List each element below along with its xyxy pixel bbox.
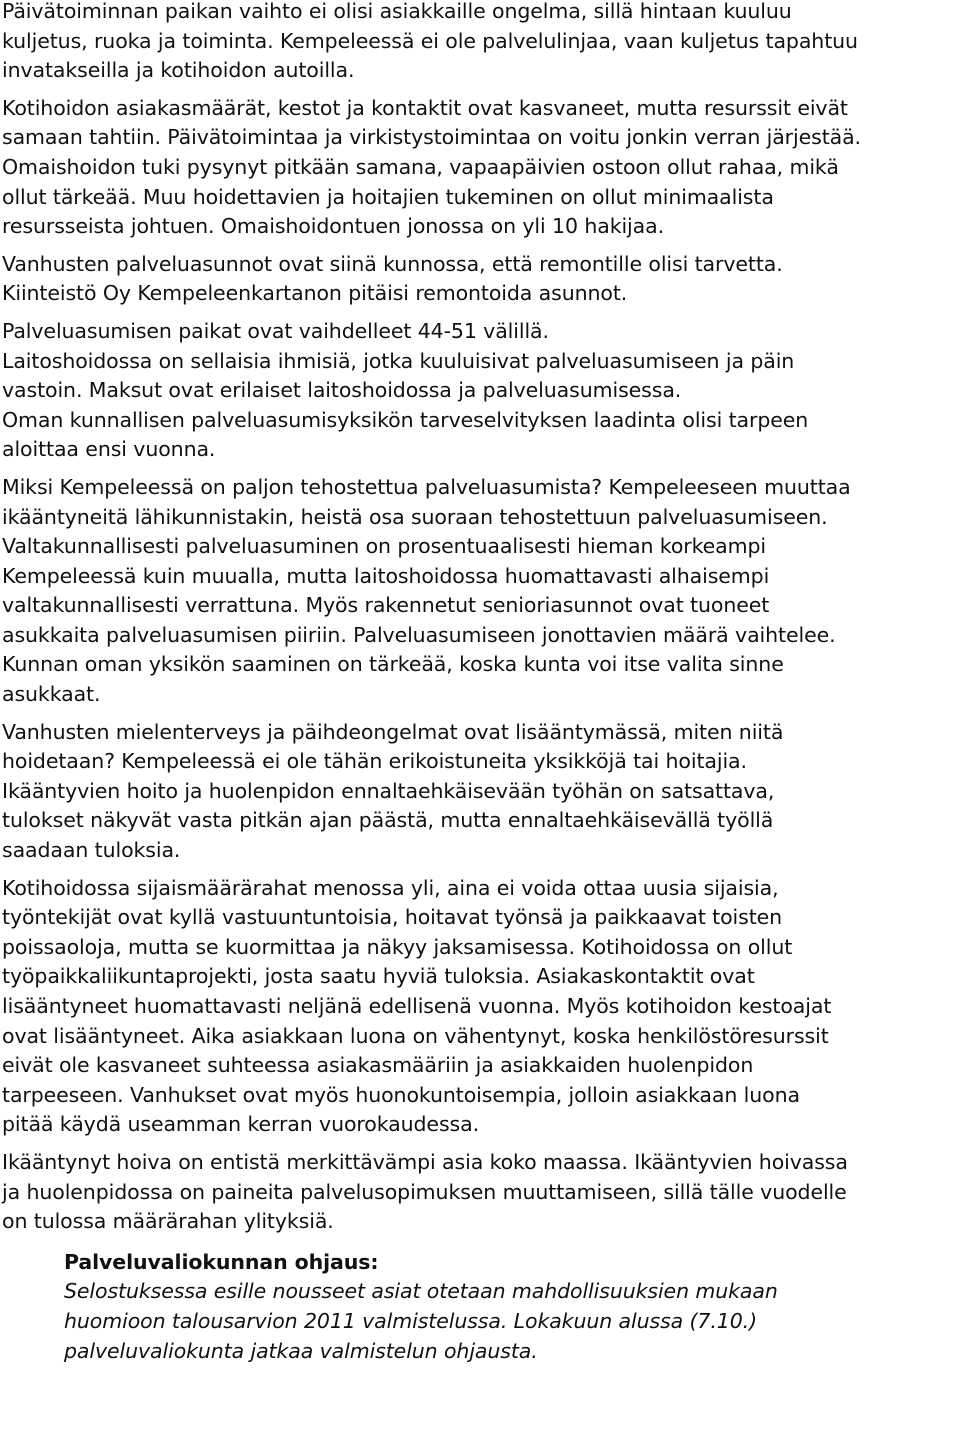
text-line: pitää käydä useamman kerran vuorokaudessa. <box>2 1112 479 1137</box>
text-line: eivät ole kasvaneet suhteessa asiakasmääriin ja asiakkaiden huolenpidon <box>2 1053 754 1078</box>
text-line: Ikääntyvien hoito ja huolenpidon ennaltaehkäisevään työhän on satsattava, <box>2 778 775 803</box>
text-line: Päivätoiminnan paikan vaihto ei olisi asiakkaille ongelma, sillä hintaan kuuluu <box>2 0 792 23</box>
text-line: tarpeeseen. Vanhukset ovat myös huonokuntoisempia, jolloin asiakkaan luona <box>2 1082 800 1107</box>
paragraph-mental-health <box>0 718 955 866</box>
guidance-body <box>64 1277 955 1366</box>
text-line: huomioon talousarvion 2011 valmistelussa. Lokakuun alussa (7.10.) <box>64 1308 757 1333</box>
text-line: ollut tärkeää. Muu hoidettavien ja hoitajien tukeminen on ollut minimaalista <box>2 184 774 209</box>
text-line: Palveluasumisen paikat ovat vaihdelleet 44-51 välillä. <box>2 318 549 343</box>
text-line: vastoin. Maksut ovat erilaiset laitoshoidossa ja palveluasumisessa. <box>2 378 682 403</box>
text-line: Oman kunnallisen palveluasumisyksikön tarveselvityksen laadinta olisi tarpeen <box>2 407 809 432</box>
text-line: ja huolenpidossa on paineita palvelusopimuksen muuttamiseen, sillä tälle vuodelle <box>2 1179 847 1204</box>
paragraph-day-activity-location <box>0 0 955 86</box>
text-line: tulokset näkyvät vasta pitkän ajan päästä, mutta ennaltaehkäisevällä työllä <box>2 808 774 833</box>
paragraph-service-housing-places <box>0 317 955 465</box>
text-line: saadaan tuloksia. <box>2 838 181 863</box>
text-line: Kunnan oman yksikön saaminen on tärkeää, koska kunta voi itse valita sinne <box>2 652 784 677</box>
text-line: Omaishoidon tuki pysynyt pitkään samana, vapaapäivien ostoon ollut rahaa, mikä <box>2 154 839 179</box>
paragraph-elderly-care-national <box>0 1148 955 1237</box>
text-line: on tulossa määrärahan ylityksiä. <box>2 1209 334 1234</box>
text-line: Kempeleessä kuin muualla, mutta laitoshoidossa huomattavasti alhaisempi <box>2 563 770 588</box>
text-line: aloittaa ensi vuonna. <box>2 437 216 462</box>
paragraph-home-care-resources <box>0 94 955 242</box>
text-line: palveluvaliokunta jatkaa valmistelun ohjausta. <box>64 1338 538 1363</box>
text-line: resursseista johtuen. Omaishoidontuen jonossa on yli 10 hakijaa. <box>2 214 664 239</box>
text-line: ikääntyneitä lähikunnistakin, heistä osa suoraan tehostettuun palveluasumiseen. <box>2 504 828 529</box>
text-line: työpaikkaliikuntaprojekti, josta saatu hyviä tuloksia. Asiakaskontaktit ovat <box>2 964 755 989</box>
committee-guidance <box>0 1248 955 1366</box>
text-line: ovat lisääntyneet. Aika asiakkaan luona on vähentynyt, koska henkilöstöresurssit <box>2 1023 829 1048</box>
text-line: Kotihoidossa sijaismäärärahat menossa yli, aina ei voida ottaa uusia sijaisia, <box>2 875 779 900</box>
text-line: poissaoloja, mutta se kuormittaa ja näkyy jaksamisessa. Kotihoidossa on ollut <box>2 934 793 959</box>
text-line: Vanhusten palveluasunnot ovat siinä kunnossa, että remontille olisi tarvetta. <box>2 251 783 276</box>
text-line: hoidetaan? Kempeleessä ei ole tähän erikoistuneita yksikköjä tai hoitajia. <box>2 749 747 774</box>
text-line: Laitoshoidossa on sellaisia ihmisiä, jotka kuuluisivat palveluasumiseen ja päin <box>2 348 795 373</box>
text-line: kuljetus, ruoka ja toiminta. Kempeleessä ei ole palvelulinjaa, vaan kuljetus tapahtuu <box>2 28 858 53</box>
text-line: asukkaat. <box>2 682 101 707</box>
text-line: työntekijät ovat kyllä vastuuntuntoisia, hoitavat työnsä ja paikkaavat toisten <box>2 905 783 930</box>
text-line: lisääntyneet huomattavasti neljänä edellisenä vuonna. Myös kotihoidon kestoajat <box>2 994 832 1018</box>
text-line: Miksi Kempeleessä on paljon tehostettua palveluasumista? Kempeleeseen muuttaa <box>2 474 851 499</box>
text-line: valtakunnallisesti verrattuna. Myös rakennetut senioriasunnot ovat tuoneet <box>2 593 770 618</box>
text-line: Selostuksessa esille nousseet asiat otetaan mahdollisuuksien mukaan <box>64 1279 778 1304</box>
text-line: asukkaita palveluasumisen piiriin. Palveluasumiseen jonottavien määrä vaihtelee. <box>2 622 836 647</box>
text-line: Valtakunnallisesti palveluasuminen on prosentuaalisesti hieman korkeampi <box>2 534 766 559</box>
text-line: samaan tahtiin. Päivätoimintaa ja virkistystoimintaa on voitu jonkin verran järjestää. <box>2 125 861 150</box>
text-line: Kiinteistö Oy Kempeleenkartanon pitäisi remontoida asunnot. <box>2 281 628 306</box>
text-line: invatakseilla ja kotihoidon autoilla. <box>2 58 355 83</box>
paragraph-intensified-service-housing <box>0 473 955 710</box>
paragraph-service-apartments <box>0 250 955 309</box>
paragraph-home-care-substitutes <box>0 874 955 1140</box>
guidance-title: Palveluvaliokunnan ohjaus: <box>64 1249 379 1274</box>
text-line: Kotihoidon asiakasmäärät, kestot ja kontaktit ovat kasvaneet, mutta resurssit eivät <box>2 95 848 120</box>
text-line: Ikääntynyt hoiva on entistä merkittävämpi asia koko maassa. Ikääntyvien hoivassa <box>2 1149 848 1174</box>
text-line: Vanhusten mielenterveys ja päihdeongelmat ovat lisääntymässä, miten niitä <box>2 719 784 744</box>
